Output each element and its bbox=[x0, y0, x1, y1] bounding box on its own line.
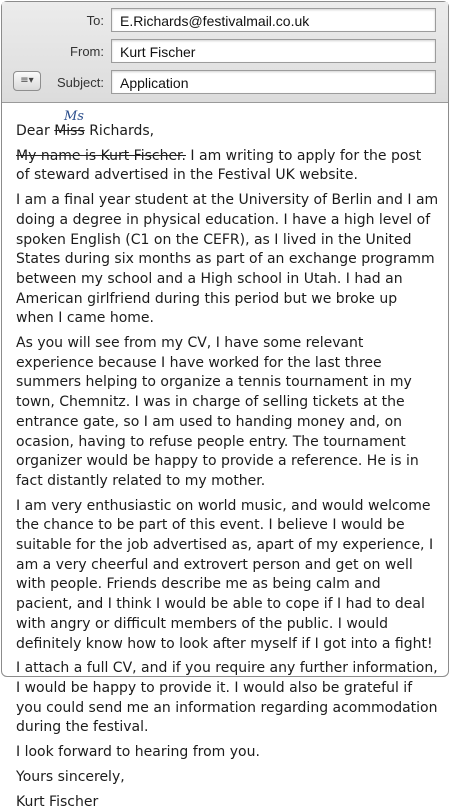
subject-row bbox=[2, 70, 448, 96]
list-chevron-icon: ≡▾ bbox=[20, 75, 33, 86]
to-row bbox=[2, 8, 448, 34]
closing: Yours sincerely, bbox=[16, 768, 439, 788]
paragraph-3: As you will see from my CV, I have some relevant experience because I have worked for the last three summers helping to organize a tennis tournament in my town, Chemnitz. I was in charge of selling tickets at the entrance gate, so I am used to handing money and, on ocasion, having to refuse people entry. The tournament organizer would be happy to provide a reference. He is in fact distantly related to my mother. bbox=[16, 334, 439, 492]
from-label: From: bbox=[70, 44, 104, 59]
signature: Kurt Fischer bbox=[16, 793, 439, 812]
handwritten-correction: Ms bbox=[64, 107, 84, 127]
header-options-button[interactable] bbox=[13, 71, 41, 91]
paragraph-4: I am very enthusiastic on world music, and would welcome the chance to be part of this event. I believe I would be suitable for the job advertised as, apart of my experience, I am a very cheerful and extrovert person and get on well with people. Friends describe me as being calm and pacient, and I think I would be able to cope if I had to deal with angry or difficult members of the public. I would definitely know how to look after myself if I got into a fight! bbox=[16, 497, 439, 655]
email-window bbox=[1, 1, 449, 677]
greeting bbox=[16, 122, 439, 142]
subject-field[interactable]: Application bbox=[111, 70, 436, 94]
paragraph-5: I attach a full CV, and if you require any further information, I would be happy to provide it. I would also be grateful if you could send me an information regarding acommodation during the festival. bbox=[16, 659, 439, 738]
to-label: To: bbox=[87, 13, 104, 28]
to-field[interactable]: E.Richards@festivalmail.co.uk bbox=[111, 8, 436, 32]
paragraph-1 bbox=[16, 147, 439, 186]
paragraph-6: I look forward to hearing from you. bbox=[16, 743, 439, 763]
greeting-post: Richards, bbox=[85, 123, 154, 139]
from-row bbox=[2, 39, 448, 65]
paragraph-2: I am a final year student at the University of Berlin and I am doing a degree in physical education. I have a high level of spoken English (C1 on the CEFR), as I lived in the United States during six months as part of an exchange programm between my school and a High school in Utah. I had an American girlfriend during this period but we broke up when I came home. bbox=[16, 191, 439, 329]
greeting-struck: Miss bbox=[54, 123, 85, 139]
paragraph-1-rest: I am writing to apply for the post of steward advertised in the Festival UK website. bbox=[16, 148, 421, 184]
from-field[interactable]: Kurt Fischer bbox=[111, 39, 436, 63]
email-header bbox=[2, 2, 448, 103]
subject-label: Subject: bbox=[57, 75, 104, 90]
message-body[interactable] bbox=[2, 103, 448, 812]
greeting-pre: Dear bbox=[16, 123, 54, 139]
paragraph-1-struck: My name is Kurt Fischer. bbox=[16, 148, 186, 164]
